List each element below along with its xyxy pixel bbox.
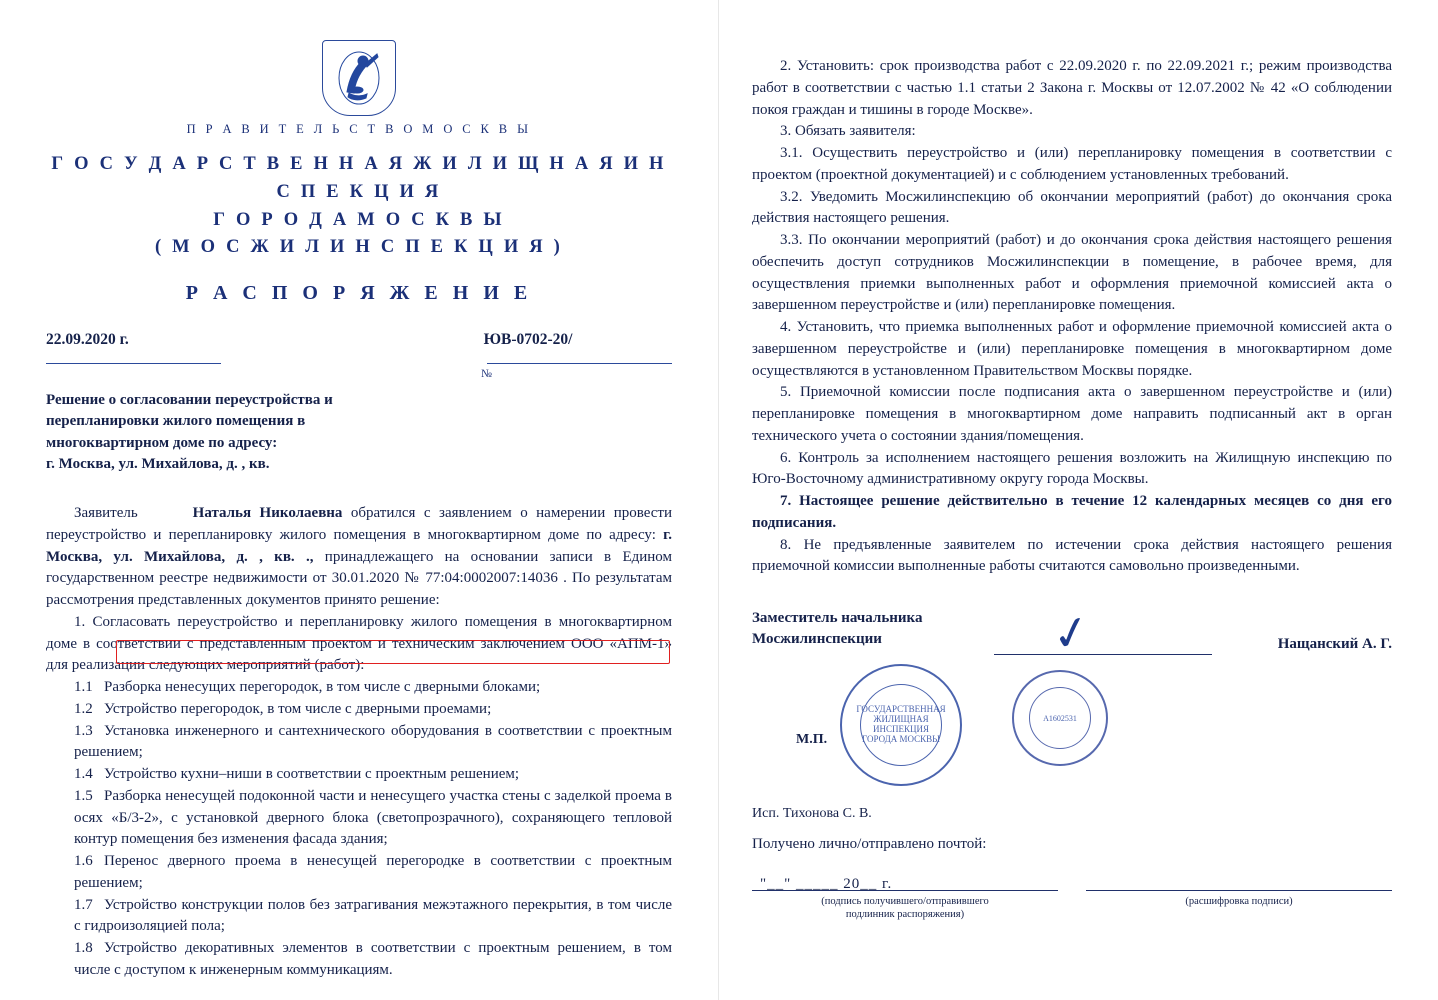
list-item-text: Установка инженерного и сантехнического оборудования в соответствии с проектным решением; — [74, 722, 672, 761]
applicant-name: Наталья Николаевна — [192, 505, 343, 522]
applicant-address: г. Москва, ул. Михайлова, д. , кв. ., — [46, 526, 672, 565]
executor-line: Исп. Тихонова С. В. — [752, 806, 872, 821]
paragraph-applicant — [46, 503, 672, 612]
list-item-number: 1.7 — [74, 896, 93, 913]
applicant-mid: обратился с заявлением о намерении провести переустройство и перепланировку жилого помещения в многоквартирном доме по адресу: — [46, 505, 672, 543]
paragraph-3-1: 3.1. Осуществить переустройство и (или) перепланировку помещения в соответствии с проектом (проектной документацией) и с соблюдением установленных требований. — [752, 145, 1392, 183]
list-item-number: 1.1 — [74, 679, 93, 696]
handwritten-signature-icon: ✓ — [1047, 604, 1096, 663]
applicant-tail: принадлежащего на основании записи в Едином государственном реестре недвижимости от 30.01.2020 № 77:04:0002007:14036 . По результатам рассмотрения представленных документов принято решение: — [46, 548, 673, 609]
paragraph-7: 7. Настоящее решение действительно в течение 12 календарных месяцев со дня его подписания. — [752, 493, 1392, 531]
list-item-text: Устройство кухни–ниши в соответствии с проектным решением; — [104, 766, 520, 783]
list-item-text: Устройство декоративных элементов в соответствии с проектным решением, в том числе с доступом к инженерным коммуникациям. — [74, 940, 672, 978]
meta-rules — [46, 351, 672, 380]
list-item — [74, 764, 672, 786]
document-subject — [46, 390, 672, 475]
left-body-text — [46, 503, 672, 982]
moscow-coat-of-arms-icon — [322, 40, 396, 116]
caption-right: (расшифровка подписи) — [1086, 890, 1392, 921]
works-list — [46, 677, 672, 982]
subject-line2: перепланировки жилого помещения в — [46, 413, 306, 430]
paragraph-1: 1. Согласовать переустройство и перепланировку жилого помещения в многоквартирном доме в соответствии с представленным проектом и техническим заключением ООО «АПМ-1» для реализации следующих мероприятий (работ): — [46, 613, 672, 674]
received-date-blank: "__" _____ 20__ г. — [760, 876, 893, 892]
paragraph-3: 3. Обязать заявителя: — [780, 123, 916, 140]
org-title-line2: Г О Р О Д А М О С К В Ы — [213, 209, 505, 230]
list-item — [74, 895, 672, 939]
document-number-value: ЮВ-0702-20/ — [483, 331, 573, 348]
caption-left — [752, 890, 1058, 921]
list-item — [74, 699, 672, 721]
applicant-blank — [146, 513, 184, 525]
organization-title — [46, 151, 672, 262]
paragraph-6: 6. Контроль за исполнением настоящего решения возложить на Жилищную инспекцию по Юго-Восточному административному округу города Москвы. — [752, 449, 1392, 488]
signer-title-line1: Заместитель начальника — [752, 610, 923, 626]
list-item-text: Разборка ненесущей подоконной части и ненесущего участка стены с заделкой проема в осях «Б/3-2», с установкой дверного блока (светопрозрачного), сохраняющего тепловой контур помещения без изменения фасада здания; — [74, 787, 672, 848]
number-label: № — [481, 368, 492, 380]
list-item — [74, 677, 672, 699]
list-item-text: Устройство конструкции полов без затрагивания межэтажного перекрытия, в том числе с гидроизоляцией пола; — [74, 896, 672, 935]
mp-label: М.П. — [796, 732, 828, 747]
government-line: П Р А В И Т Е Л Ь С Т В О М О С К В Ы — [186, 122, 532, 136]
stamp-inner-text: ГОСУДАРСТВЕННАЯ ЖИЛИЩНАЯ ИНСПЕКЦИЯ ГОРОДА МОСКВЫ — [860, 684, 942, 766]
paragraph-5: 5. Приемочной комиссии после подписания акта о завершенном переустройстве и (или) перепланировке помещения в многоквартирном доме направить подписанный акт в орган технического учета о состоянии здания/помещения. — [752, 384, 1392, 444]
list-item-number: 1.6 — [74, 853, 93, 870]
right-body-text — [752, 56, 1392, 578]
list-item-number: 1.2 — [74, 700, 93, 717]
org-title-line3: ( М О С Ж И Л И Н С П Е К Ц И Я ) — [154, 237, 564, 258]
stamp-small-text: А1602531 — [1029, 687, 1091, 749]
list-item-number: 1.8 — [74, 940, 93, 957]
number-rule — [481, 351, 672, 380]
caption-left-line1: (подпись получившего/отправившего — [821, 896, 989, 907]
document-date: 22.09.2020 г. — [46, 331, 129, 348]
signature-block — [752, 604, 1392, 921]
document-left-column — [0, 0, 718, 1000]
date-rule — [46, 351, 221, 364]
document-number — [384, 331, 672, 349]
received-line: Получено лично/отправлено почтой: — [752, 836, 987, 852]
caption-left-line2: подлинник распоряжения) — [845, 909, 965, 921]
paragraph-3-2: 3.2. Уведомить Мосжилинспекцию об окончании мероприятий (работ) до окончания срока действия настоящего решения. — [752, 188, 1392, 227]
org-title-line1: Г О С У Д А Р С Т В Е Н Н А Я Ж И Л И Щ Н А Я И Н С П Е К Ц И Я — [51, 154, 667, 202]
list-item-text: Разборка ненесущих перегородок, в том числе с дверными блоками; — [104, 679, 541, 696]
signature-captions — [752, 890, 1392, 921]
list-item-text: Устройство перегородок, в том числе с дверными проемами; — [104, 700, 492, 717]
paragraph-4: 4. Установить, что приемка выполненных работ и оформление приемочной комиссией акта о завершенном переустройстве и (или) перепланировке помещения в многоквартирном доме осуществляются в установленном Правительством Москвы порядке. — [752, 319, 1392, 379]
document-right-column — [718, 0, 1438, 1000]
list-item — [74, 851, 672, 895]
list-item-number: 1.5 — [74, 787, 93, 804]
subject-line3: многоквартирном доме по адресу: — [46, 434, 278, 451]
paragraph-8: 8. Не предъявленные заявителем по истечении срока действия настоящего решения приемочной комиссии выполненные работы считаются самовольно произведенными. — [752, 536, 1392, 575]
document-meta-row — [46, 331, 672, 349]
signer-title-line2: Мосжилинспекции — [752, 631, 882, 647]
subject-line1: Решение о согласовании переустройства и — [46, 392, 333, 408]
emblem-wrap — [46, 40, 672, 116]
subject-line4: г. Москва, ул. Михайлова, д. , кв. — [46, 455, 270, 472]
list-item — [74, 786, 672, 851]
secondary-round-stamp-icon — [1012, 670, 1108, 766]
applicant-prefix: Заявитель — [74, 505, 138, 522]
list-item — [74, 938, 672, 982]
official-round-stamp-icon — [840, 664, 962, 786]
list-item-number: 1.4 — [74, 766, 93, 783]
list-item — [74, 721, 672, 765]
paragraph-3-3: 3.3. По окончании мероприятий (работ) и до окончания срока действия настоящего решения обеспечить доступ сотрудников Мосжилинспекции в помещение, в рабочее время, для осуществления приемки выполненных работ и оформления приемочной комиссией акта о завершенном переустройстве и (или) перепланировке помещения. — [752, 232, 1392, 314]
list-item-number: 1.3 — [74, 722, 93, 739]
signature-rule — [994, 654, 1212, 655]
signer-name: Нащанский А. Г. — [1277, 636, 1392, 652]
document-kind: Р А С П О Р Я Ж Е Н И Е — [185, 282, 533, 304]
paragraph-2: 2. Установить: срок производства работ с 22.09.2020 г. по 22.09.2021 г.; режим производства работ в соответствии с частью 1.1 статьи 2 Закона г. Москвы от 12.07.2002 № 42 «О соблюдении покоя граждан и тишины в городе Москве». — [752, 58, 1392, 118]
list-item-text: Перенос дверного проема в ненесущей перегородке в соответствии с проектным решением; — [74, 853, 672, 891]
